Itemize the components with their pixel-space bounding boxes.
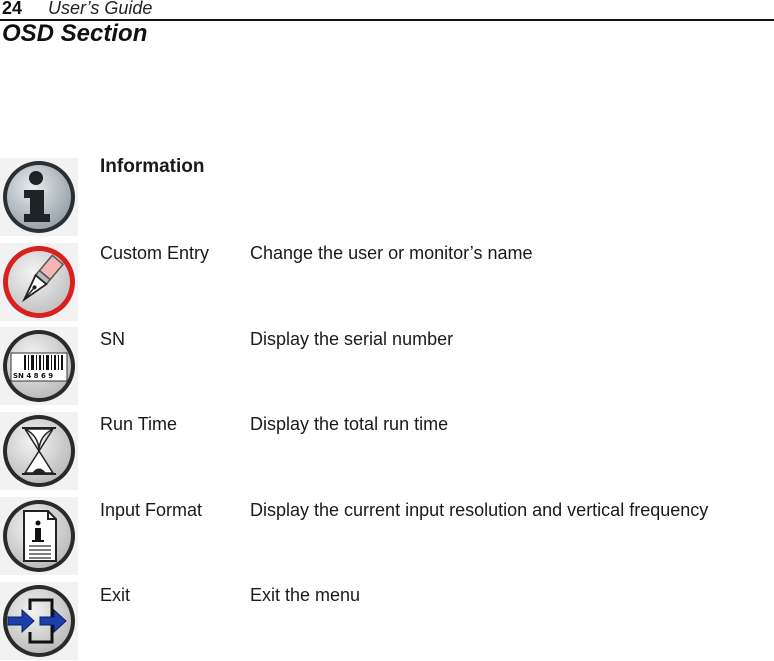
section-title: OSD Section <box>2 20 148 47</box>
guide-title: User’s Guide <box>48 0 153 18</box>
exit-arrow-icon <box>0 582 78 660</box>
hourglass-icon <box>0 412 78 490</box>
item-description: Display the serial number <box>250 329 454 349</box>
item-description: Change the user or monitor’s name <box>250 243 533 263</box>
menu-title: Information <box>100 156 205 177</box>
item-label: Input Format <box>100 500 203 520</box>
item-label: Exit <box>100 585 131 605</box>
item-label: Run Time <box>100 414 178 434</box>
item-description: Exit the menu <box>250 585 361 605</box>
item-description: Display the total run time <box>250 414 449 434</box>
pen-icon <box>0 243 78 321</box>
page-header <box>0 0 774 21</box>
item-label: Custom Entry <box>100 243 210 263</box>
page-number: 24 <box>2 0 23 18</box>
information-icon <box>0 158 78 236</box>
barcode-icon <box>0 327 78 405</box>
item-label: SN <box>100 329 126 349</box>
barcode-text: SN 4 8 6 9 <box>13 372 54 380</box>
document-info-icon <box>0 497 78 575</box>
item-description: Display the current input resolution and vertical frequency <box>250 500 709 520</box>
